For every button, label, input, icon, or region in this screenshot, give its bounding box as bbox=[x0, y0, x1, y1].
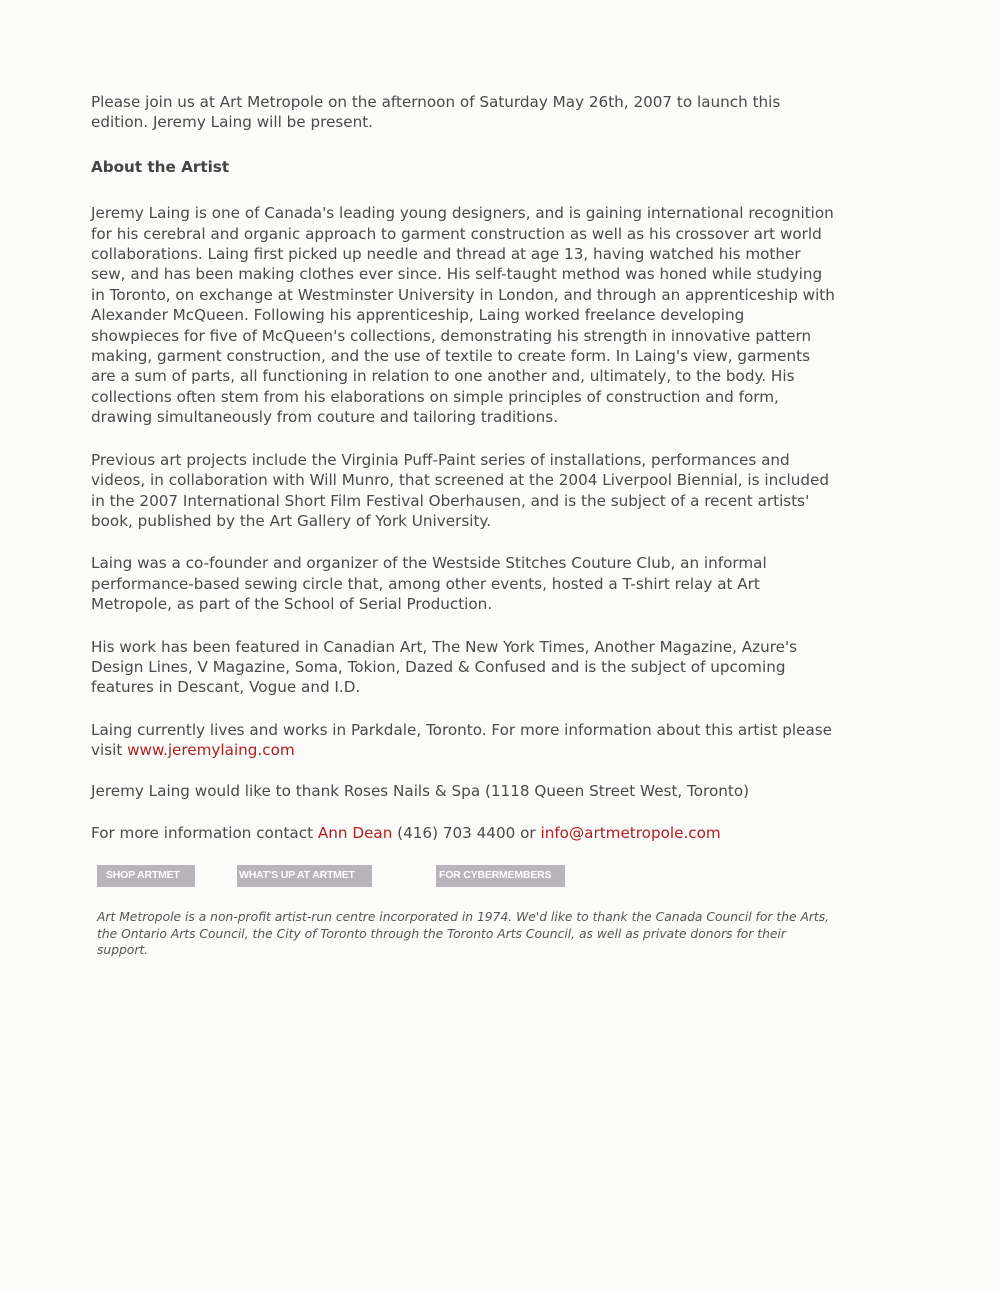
nav-buttons bbox=[97, 865, 836, 887]
art-projects-paragraph: Previous art projects include the Virginia Puff-Paint series of installations, performances and videos, in collaboration with Will Munro, that screened at the 2004 Liverpool Biennial, is included in the 2007 International Short Film Festival Oberhausen, and is the subject of a recent artists' book, published by the Art Gallery of York University. bbox=[91, 450, 830, 530]
contact-name-link[interactable]: Ann Dean bbox=[317, 823, 393, 842]
page-content bbox=[91, 92, 836, 959]
artist-website-link[interactable]: www.jeremylaing.com bbox=[127, 741, 295, 760]
press-paragraph: His work has been featured in Canadian Art, The New York Times, Another Magazine, Azure's Design Lines, V Magazine, Soma, Tokion, Dazed & Confused and is the subject of upcoming features in Descant, Vogue and I.D. bbox=[91, 637, 798, 697]
residence-text: Laing currently lives and works in Parkdale, Toronto. For more information about this artist please visit bbox=[91, 720, 833, 760]
stitches-club-paragraph: Laing was a co-founder and organizer of the Westside Stitches Couture Club, an informal performance-based sewing circle that, among other events, hosted a T-shirt relay at Art Metropole, as part of the School of Serial Production. bbox=[91, 554, 767, 614]
funding-footer: Art Metropole is a non-profit artist-run centre incorporated in 1974. We'd like to thank the Canada Council for the Arts, the Ontario Arts Council, the City of Toronto through the Toronto Arts Council, as well as private donors for their support. bbox=[97, 910, 830, 958]
residence-paragraph bbox=[91, 720, 836, 761]
about-heading: About the Artist bbox=[91, 157, 230, 176]
launch-announcement: Please join us at Art Metropole on the afternoon of Saturday May 26th, 2007 to launch this edition. Jeremy Laing will be present. bbox=[91, 93, 781, 132]
cybermembers-button[interactable]: FOR CYBERMEMBERS bbox=[436, 865, 565, 887]
contact-paragraph bbox=[91, 823, 836, 843]
thanks-paragraph: Jeremy Laing would like to thank Roses Nails & Spa (1118 Queen Street West, Toronto) bbox=[91, 781, 750, 800]
contact-prefix: For more information contact bbox=[91, 823, 318, 842]
whats-up-button[interactable]: WHAT'S UP AT ARTMET bbox=[237, 865, 372, 887]
shop-artmet-button[interactable]: SHOP ARTMET bbox=[97, 865, 195, 887]
contact-email-link[interactable]: info@artmetropole.com bbox=[540, 823, 721, 842]
artist-bio-paragraph: Jeremy Laing is one of Canada's leading young designers, and is gaining international recognition for his cerebral and organic approach to garment construction as well as his crossover art world collaborations. Laing first picked up needle and thread at age 13, having watched his mother sew, and has been making clothes ever since. His self-taught method was honed while studying in Toronto, on exchange at Westminster University in London, and through an apprenticeship with Alexander McQueen. Following his apprenticeship, Laing worked freelance developing showpieces for five of McQueen's collections, demonstrating his strength in innovative pattern making, garment construction, and the use of textile to create form. In Laing's view, garments are a sum of parts, all functioning in relation to one another and, ultimately, to the body. His collections often stem from his elaborations on simple principles of construction and form, drawing simultaneously from couture and tailoring traditions. bbox=[91, 204, 835, 427]
contact-phone: (416) 703 4400 or bbox=[392, 823, 541, 842]
